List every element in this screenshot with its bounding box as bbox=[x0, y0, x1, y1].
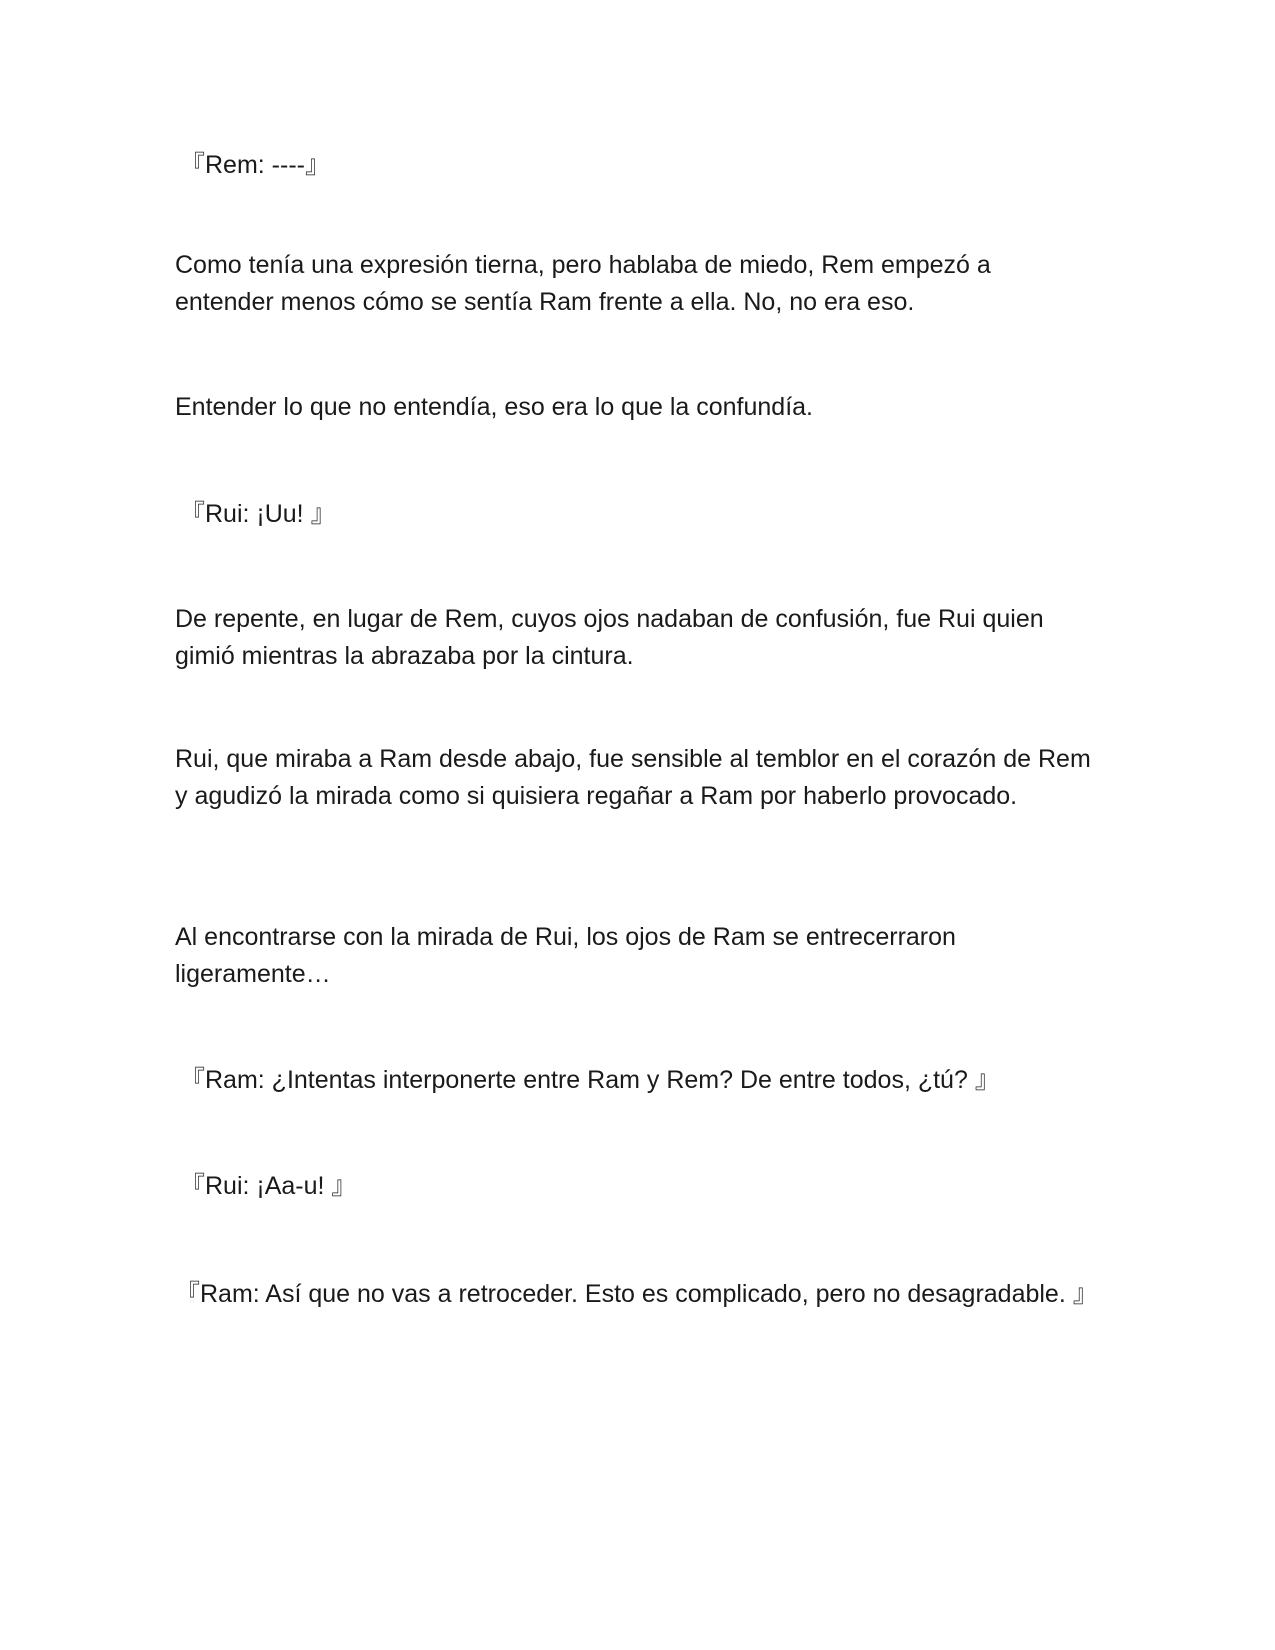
dialogue-rui-1: 『Rui: ¡Uu! 』 bbox=[180, 500, 336, 528]
dialogue-rui-2: 『Rui: ¡Aa-u! 』 bbox=[180, 1172, 357, 1200]
dialogue-ram-2: 『Ram: Así que no vas a retroceder. Esto es complicado, pero no desagradable. 』 bbox=[175, 1280, 1098, 1308]
dialogue-rem-1: 『Rem: ----』 bbox=[180, 151, 330, 179]
paragraph-1: Como tenía una expresión tierna, pero hablaba de miedo, Rem empezó a entender menos cómo se sentía Ram frente a ella. No, no era eso. bbox=[175, 251, 991, 316]
paragraph-2: Entender lo que no entendía, eso era lo que la confundía. bbox=[175, 393, 813, 421]
dialogue-ram-1: 『Ram: ¿Intentas interponerte entre Ram y Rem? De entre todos, ¿tú? 』 bbox=[180, 1066, 1000, 1094]
paragraph-3: De repente, en lugar de Rem, cuyos ojos nadaban de confusión, fue Rui quien gimió mientras la abrazaba por la cintura. bbox=[175, 605, 1044, 670]
paragraph-4: Rui, que miraba a Ram desde abajo, fue sensible al temblor en el corazón de Rem y agudizó la mirada como si quisiera regañar a Ram por haberlo provocado. bbox=[175, 745, 1091, 810]
paragraph-5: Al encontrarse con la mirada de Rui, los ojos de Ram se entrecerraron ligeramente… bbox=[175, 923, 956, 988]
